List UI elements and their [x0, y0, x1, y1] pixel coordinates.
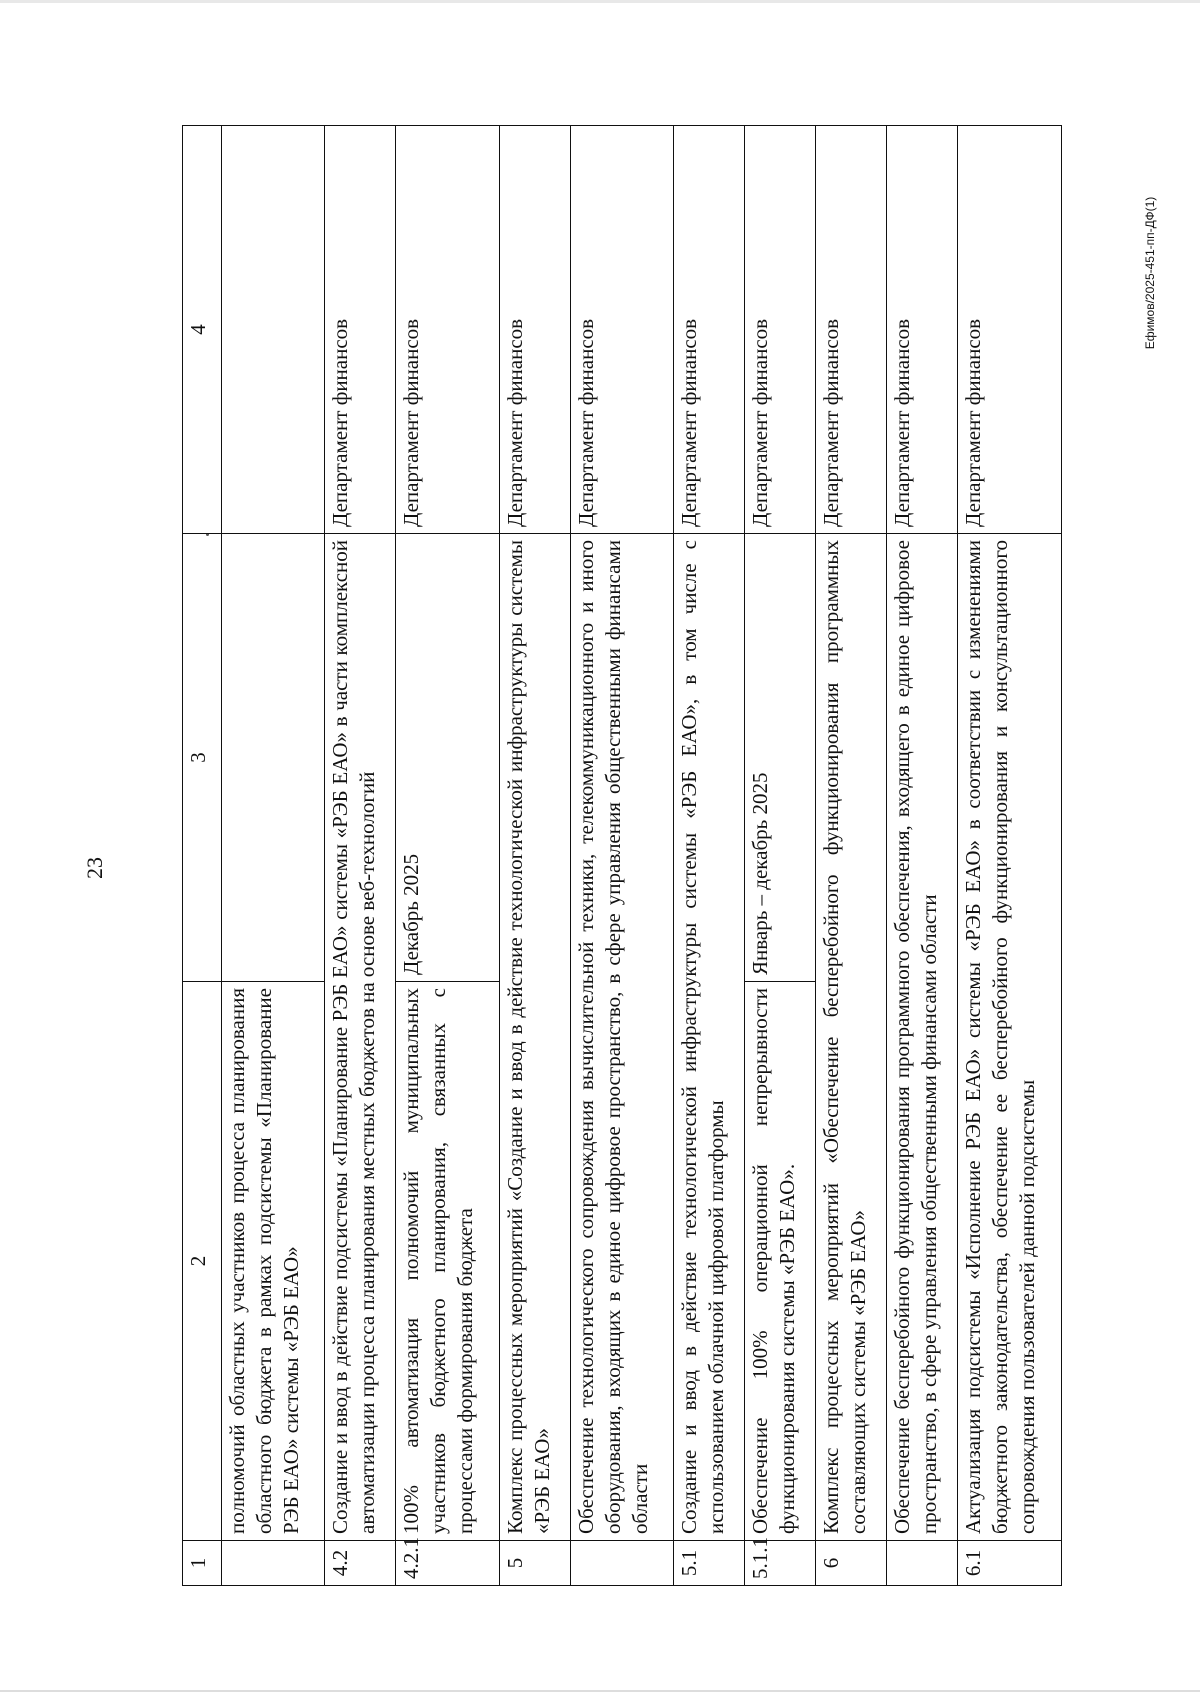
activity-text: Создание и ввод в действие технологической инфраструктуры системы «РЭБ ЕАО», в том числе с использованием облачной цифровой платформы — [674, 534, 745, 1541]
row-number: 5.1.1 — [745, 1541, 816, 1586]
executor-cell: Департамент финансов — [325, 126, 396, 534]
executor-cell: Департамент финансов — [816, 126, 887, 534]
row-number: 4.2 — [325, 1541, 396, 1586]
row-number: 6.1 — [958, 1541, 1062, 1586]
table-row — [887, 126, 958, 1586]
row-number: 4.2.1 — [396, 1541, 499, 1586]
executor-cell: Департамент финансов — [499, 126, 570, 534]
table-row — [499, 126, 570, 1586]
row-number — [570, 1541, 673, 1586]
scan-bottom-edge — [0, 1690, 1200, 1692]
header-col-3: 3 — [183, 534, 222, 982]
row-number — [222, 1541, 325, 1586]
activities-table — [182, 125, 1062, 1586]
executor-cell — [222, 126, 325, 534]
activity-text: Актуализация подсистемы «Исполнение РЭБ ЕАО» системы «РЭБ ЕАО» в соответствии с изменениями бюджетного законодательства, обеспечение ее бесперебойного функционирования и консультационного сопровождения пользователей данной подсистемы — [958, 534, 1062, 1541]
header-col-2: 2 — [183, 982, 222, 1541]
activity-text: полномочий областных участников процесса планирования областного бюджета в рамках подсистемы «Планирование РЭБ ЕАО» системы «РЭБ ЕАО» — [222, 982, 325, 1541]
activity-text: Создание и ввод в действие подсистемы «Планирование РЭБ ЕАО» системы «РЭБ ЕАО» в части комплексной автоматизации процесса планирования местных бюджетов на основе веб-технологий — [325, 534, 396, 1541]
table-row — [958, 126, 1062, 1586]
row-number: 5 — [499, 1541, 570, 1586]
executor-cell: Департамент финансов — [674, 126, 745, 534]
executor-cell: Департамент финансов — [958, 126, 1062, 534]
document-code: Ефимов/2025-451-пп-ДФ(1) — [1143, 196, 1157, 350]
header-col-1: 1 — [183, 1541, 222, 1586]
executor-cell: Департамент финансов — [745, 126, 816, 534]
rotated-table-container — [182, 126, 1062, 1586]
table-row — [816, 126, 887, 1586]
activity-text: Обеспечение бесперебойного функционирования программного обеспечения, входящего в единое цифровое пространство, в сфере управления общественными финансами области — [887, 534, 958, 1541]
scan-top-edge — [0, 0, 1200, 3]
table-row — [325, 126, 396, 1586]
page-number: 23 — [82, 857, 107, 879]
activity-text: 100% автоматизация полномочий муниципальных участников бюджетного планирования, связанных с процессами формирования бюджета — [396, 982, 499, 1541]
activity-text: Комплекс процессных мероприятий «Обеспечение бесперебойного функционирования программных составляющих системы «РЭБ ЕАО» — [816, 534, 887, 1541]
row-number — [887, 1541, 958, 1586]
executor-cell: Департамент финансов — [396, 126, 499, 534]
table-row — [396, 126, 499, 1586]
deadline-cell: Январь – декабрь 2025 — [745, 534, 816, 982]
row-number: 6 — [816, 1541, 887, 1586]
activity-text: Обеспечение 100% операционной непрерывности функционирования системы «РЭБ ЕАО». — [745, 982, 816, 1541]
activity-text: Комплекс процессных мероприятий «Создание и ввод в действие технологической инфраструктуры системы «РЭБ ЕАО» — [499, 534, 570, 1541]
table-row — [222, 126, 325, 1586]
table-row — [745, 126, 816, 1586]
executor-cell: Департамент финансов — [570, 126, 673, 534]
activity-text: Обеспечение технологического сопровождения вычислительной техники, телекоммуникационного и иного оборудования, входящих в единое цифровое пространство, в сфере управления общественными финансами области — [570, 534, 673, 1541]
header-col-4: 4 — [183, 126, 222, 534]
table-row — [570, 126, 673, 1586]
row-number: 5.1 — [674, 1541, 745, 1586]
executor-cell: Департамент финансов — [887, 126, 958, 534]
deadline-cell — [222, 534, 325, 982]
table-row — [674, 126, 745, 1586]
table-header-row — [183, 126, 222, 1586]
deadline-cell: Декабрь 2025 — [396, 534, 499, 982]
